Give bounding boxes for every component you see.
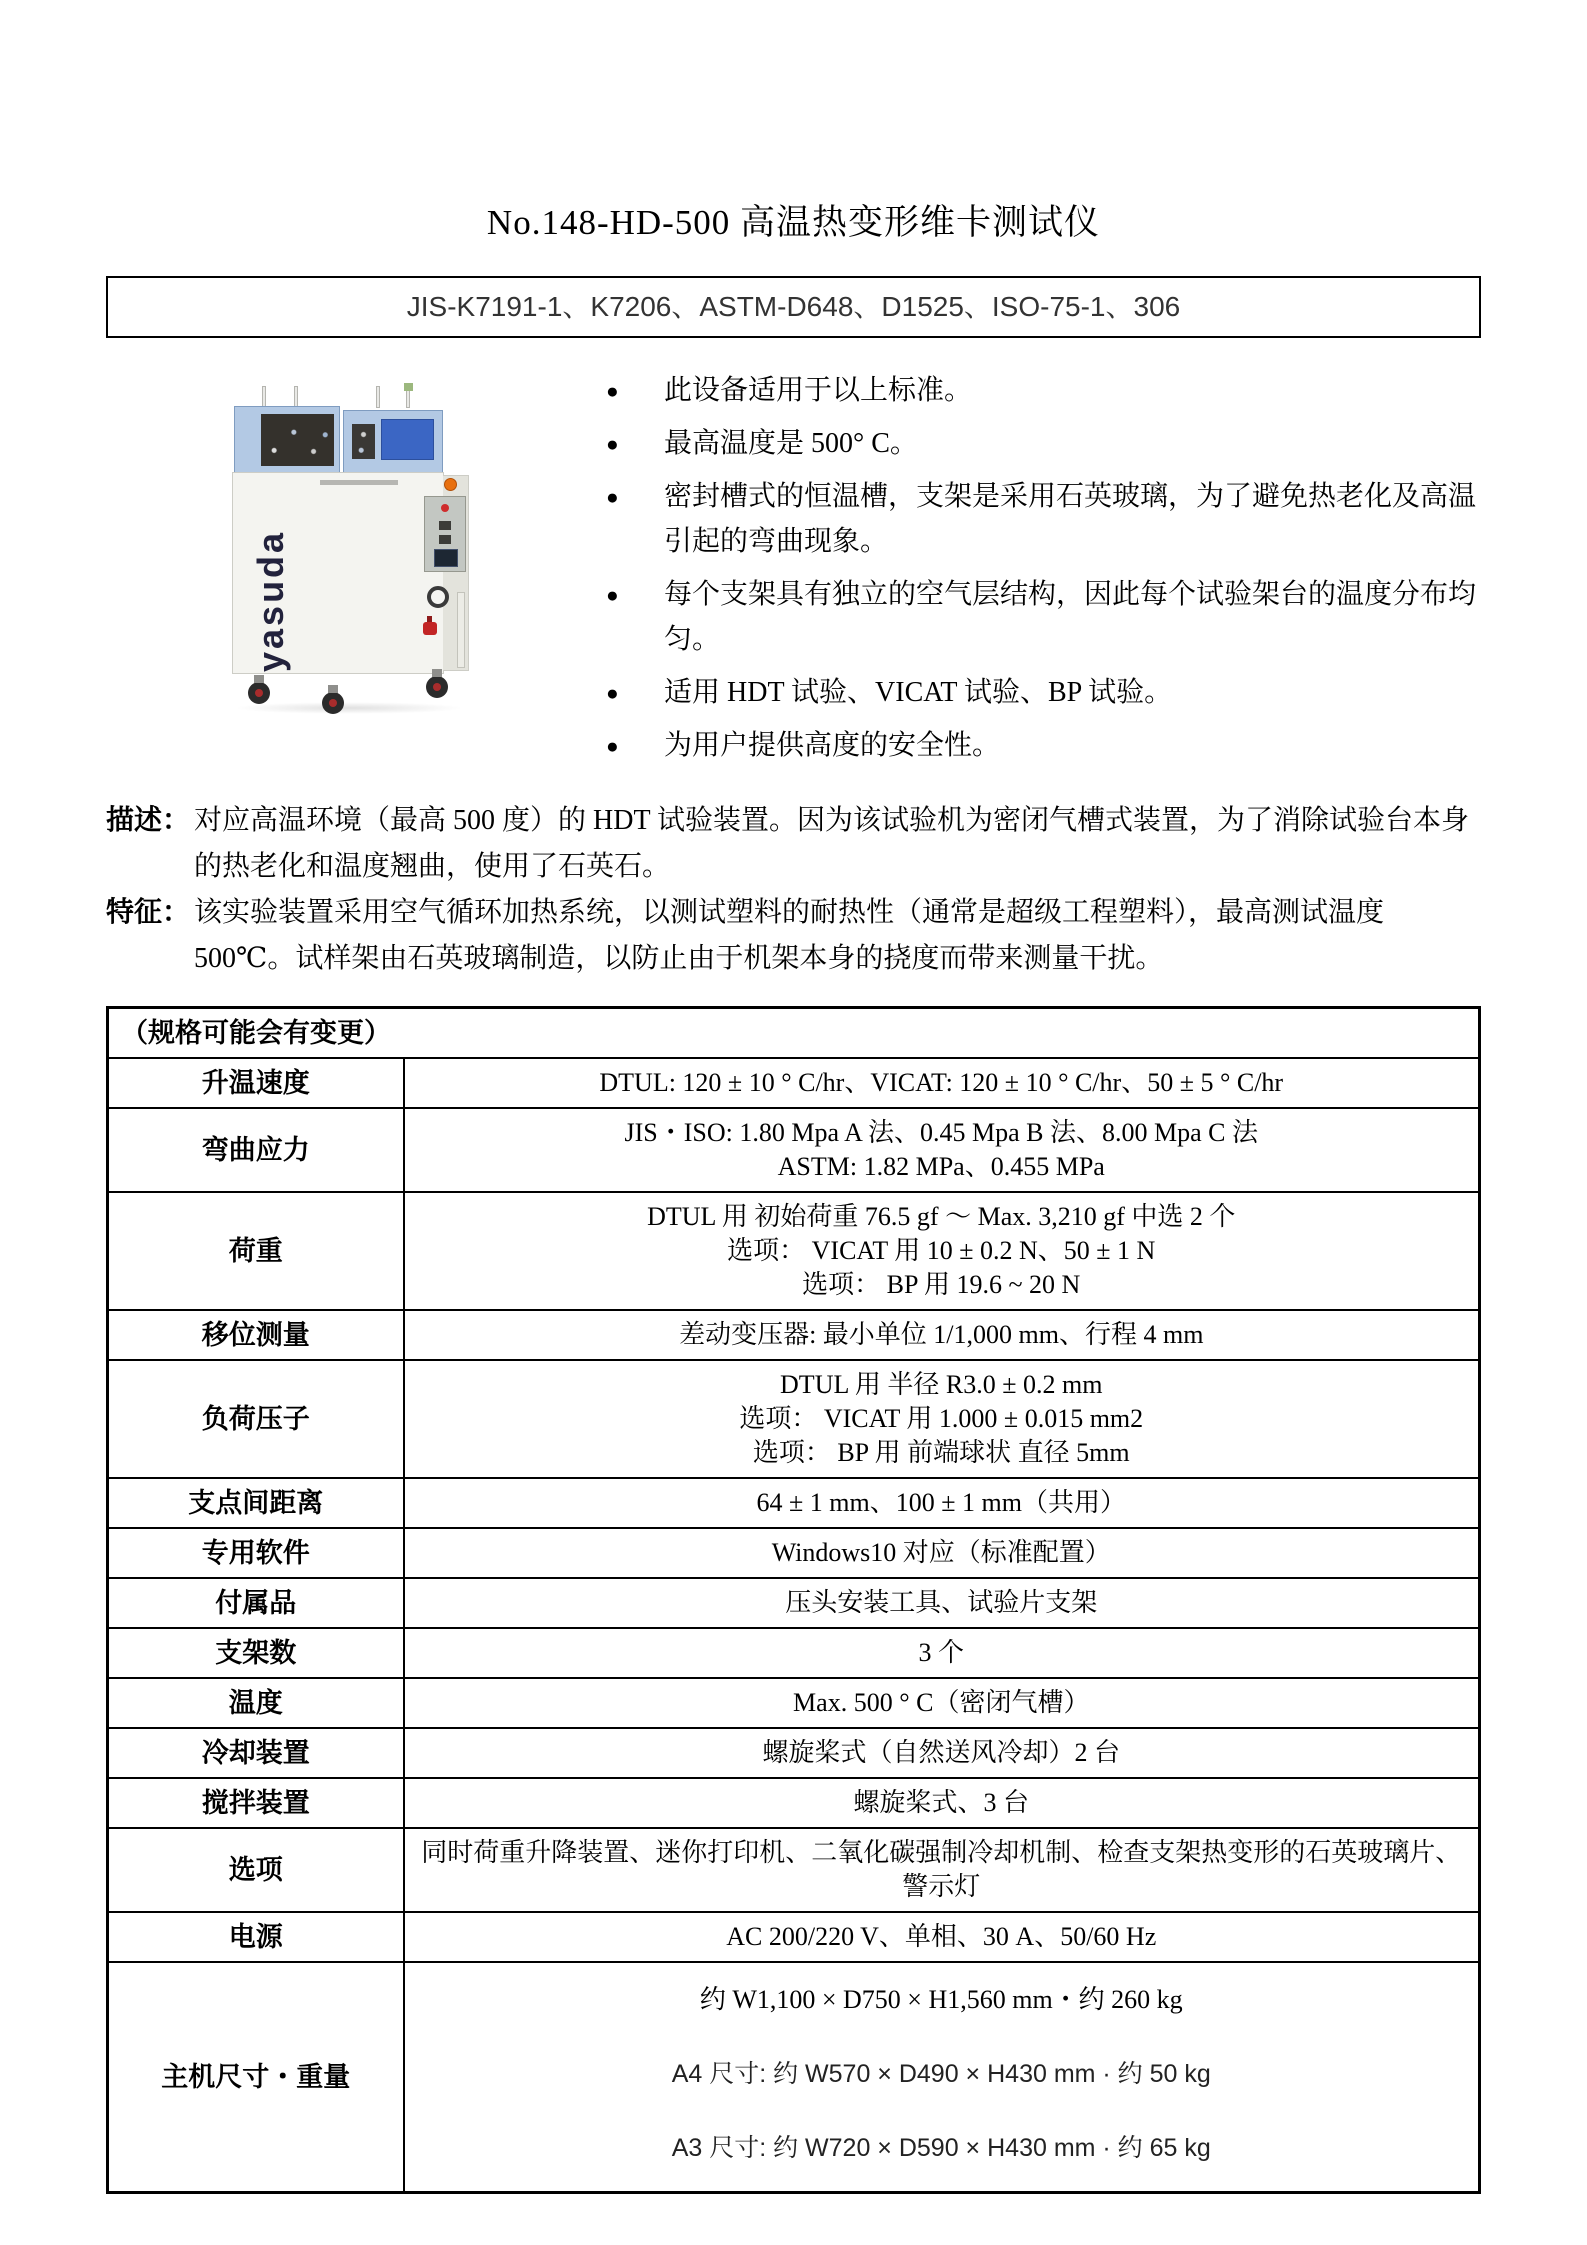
machine-power-button bbox=[444, 478, 457, 491]
spec-value bbox=[404, 1912, 1480, 1962]
spec-value bbox=[404, 1108, 1480, 1192]
spec-row bbox=[108, 1360, 1480, 1478]
characteristics-block bbox=[106, 890, 1481, 982]
spec-row bbox=[108, 1478, 1480, 1528]
spec-row bbox=[108, 1962, 1480, 2193]
indicator-light bbox=[441, 504, 449, 512]
spec-value bbox=[404, 1478, 1480, 1528]
spec-value-line: JIS・ISO: 1.80 Mpa A 法、0.45 Mpa B 法、8.00 Mpa C 法 bbox=[624, 1118, 1258, 1147]
machine-shadow bbox=[234, 702, 464, 714]
feature-bullet bbox=[606, 572, 1481, 662]
spec-label: 专用软件 bbox=[108, 1528, 404, 1578]
panel-key bbox=[439, 535, 451, 544]
spec-value bbox=[404, 1528, 1480, 1578]
bullet-icon: ● bbox=[606, 681, 619, 705]
spec-value-line: A4 尺寸: 约 W570 × D490 × H430 mm · 约 50 kg bbox=[671, 2060, 1211, 2088]
spec-label: 支架数 bbox=[108, 1628, 404, 1678]
spec-label: 温度 bbox=[108, 1678, 404, 1728]
spec-row bbox=[108, 1578, 1480, 1628]
spec-label: 升温速度 bbox=[108, 1058, 404, 1108]
machine-pipe bbox=[457, 592, 465, 668]
feature-text: 每个支架具有独立的空气层结构，因此每个试验架台的温度分布均匀。 bbox=[664, 579, 1477, 655]
spec-value-line: 约 W1,100 × D750 × H1,560 mm・约 260 kg bbox=[699, 1985, 1183, 2014]
standards-text: JIS-K7191-1、K7206、ASTM-D648、D1525、ISO-75-1、306 bbox=[406, 291, 1181, 322]
spec-row bbox=[108, 1628, 1480, 1678]
spec-value bbox=[404, 1962, 1480, 2193]
description-text: 对应高温环境（最高 500 度）的 HDT 试验装置。因为该试验机为密闭气槽式装置，为了消除试验台本身的热老化和温度翘曲，使用了石英石。 bbox=[194, 805, 1470, 882]
spec-row bbox=[108, 1678, 1480, 1728]
feature-text: 密封槽式的恒温槽，支架是采用石英玻璃，为了避免热老化及高温引起的弯曲现象。 bbox=[664, 481, 1477, 557]
spec-label: 电源 bbox=[108, 1912, 404, 1962]
characteristics-text: 该实验装置采用空气循环加热系统，以测试塑料的耐热性（通常是超级工程塑料），最高测试温度 500℃。试样架由石英玻璃制造，以防止由于机架本身的挠度而带来测量干扰。 bbox=[194, 897, 1385, 974]
spec-value-line: Windows10 对应（标准配置） bbox=[771, 1538, 1111, 1567]
description-label: 描述： bbox=[106, 805, 191, 836]
machine-top-unit-left bbox=[234, 406, 340, 476]
feature-bullet bbox=[606, 670, 1481, 715]
spec-row bbox=[108, 1310, 1480, 1360]
spec-value-line: 选项： VICAT 用 1.000 ± 0.015 mm2 bbox=[739, 1404, 1144, 1433]
machine-rod bbox=[376, 386, 380, 408]
spec-value-line: DTUL: 120 ± 10 ° C/hr、VICAT: 120 ± 10 ° C/hr、50 ± 5 ° C/hr bbox=[599, 1068, 1284, 1097]
feature-bullet bbox=[606, 421, 1481, 466]
spec-label: 移位测量 bbox=[108, 1310, 404, 1360]
feature-bullet bbox=[606, 368, 1481, 413]
bullet-icon: ● bbox=[606, 379, 619, 403]
product-image bbox=[144, 364, 514, 722]
spec-value bbox=[404, 1778, 1480, 1828]
spec-label: 选项 bbox=[108, 1828, 404, 1912]
spec-value bbox=[404, 1578, 1480, 1628]
spec-table-body bbox=[108, 1008, 1480, 2193]
feature-list bbox=[606, 368, 1481, 776]
spec-value-line: 选项： VICAT 用 10 ± 0.2 N、50 ± 1 N bbox=[727, 1236, 1156, 1265]
feature-bullet bbox=[606, 474, 1481, 564]
spec-value-line: 3 个 bbox=[918, 1638, 964, 1667]
feature-text: 适用 HDT 试验、VICAT 试验、BP 试验。 bbox=[664, 677, 1173, 708]
spec-value bbox=[404, 1310, 1480, 1360]
bullet-icon: ● bbox=[606, 485, 619, 509]
spec-value-line: 选项： BP 用 前端球状 直径 5mm bbox=[752, 1438, 1130, 1467]
spec-label: 搅拌装置 bbox=[108, 1778, 404, 1828]
machine-nameplate bbox=[320, 480, 398, 485]
machine-rod bbox=[406, 390, 410, 408]
machine-control-panel bbox=[424, 496, 466, 572]
spec-label: 荷重 bbox=[108, 1192, 404, 1310]
spec-value-line: ASTM: 1.82 MPa、0.455 MPa bbox=[777, 1152, 1105, 1181]
spec-label: 负荷压子 bbox=[108, 1360, 404, 1478]
spec-value bbox=[404, 1728, 1480, 1778]
spec-row bbox=[108, 1778, 1480, 1828]
spec-value-line: A3 尺寸: 约 W720 × D590 × H430 mm · 约 65 kg bbox=[671, 2134, 1211, 2162]
spec-row bbox=[108, 1528, 1480, 1578]
pressure-gauge bbox=[427, 586, 449, 608]
feature-text: 为用户提供高度的安全性。 bbox=[664, 730, 1001, 761]
spec-value-line: 螺旋桨式、3 台 bbox=[853, 1788, 1029, 1817]
page-title: No.148-HD-500 高温热变形维卡测试仪 bbox=[486, 203, 1101, 242]
intro-section bbox=[106, 364, 1481, 776]
machine-top-unit-right bbox=[343, 410, 443, 476]
spec-label: 弯曲应力 bbox=[108, 1108, 404, 1192]
machine-mechanism bbox=[261, 414, 334, 466]
yasuda-logo: yasuda bbox=[250, 529, 291, 672]
spec-value-line: DTUL 用 初始荷重 76.5 gf ～ Max. 3,210 gf 中选 2 个 bbox=[647, 1202, 1236, 1231]
caster-wheel bbox=[426, 676, 448, 698]
spec-row bbox=[108, 1108, 1480, 1192]
spec-value-line: 同时荷重升降装置、迷你打印机、二氧化碳强制冷却机制、检查支架热变形的石英玻璃片、警示灯 bbox=[421, 1838, 1462, 1901]
machine-rod bbox=[262, 386, 266, 408]
machine-screen bbox=[381, 419, 434, 460]
bullet-icon: ● bbox=[606, 734, 619, 758]
panel-display bbox=[434, 549, 458, 567]
spec-value bbox=[404, 1192, 1480, 1310]
spec-value bbox=[404, 1828, 1480, 1912]
feature-text: 最高温度是 500° C。 bbox=[664, 428, 918, 459]
spec-value-line: 64 ± 1 mm、100 ± 1 mm（共用） bbox=[756, 1488, 1126, 1517]
spec-value-line: 压头安装工具、试验片支架 bbox=[785, 1588, 1098, 1617]
spec-value bbox=[404, 1058, 1480, 1108]
caster-wheel bbox=[248, 682, 270, 704]
feature-text: 此设备适用于以上标准。 bbox=[664, 375, 973, 406]
spec-table bbox=[106, 1006, 1481, 2194]
spec-value bbox=[404, 1678, 1480, 1728]
bullet-icon: ● bbox=[606, 432, 619, 456]
spec-value-line: AC 200/220 V、单相、30 A、50/60 Hz bbox=[726, 1922, 1157, 1951]
spec-value-line: 差动变压器: 最小单位 1/1,000 mm、行程 4 mm bbox=[679, 1320, 1204, 1349]
spec-value bbox=[404, 1360, 1480, 1478]
spec-row bbox=[108, 1728, 1480, 1778]
spec-row bbox=[108, 1828, 1480, 1912]
spec-label: 支点间距离 bbox=[108, 1478, 404, 1528]
description-block bbox=[106, 798, 1481, 890]
panel-key bbox=[439, 521, 451, 530]
spec-note-row bbox=[108, 1008, 1480, 1059]
standards-box bbox=[106, 276, 1481, 338]
spec-value-line: 选项： BP 用 19.6 ~ 20 N bbox=[802, 1270, 1081, 1299]
spec-value bbox=[404, 1628, 1480, 1678]
spec-label: 主机尺寸・重量 bbox=[108, 1962, 404, 2193]
valve-handle bbox=[423, 622, 437, 635]
spec-row bbox=[108, 1192, 1480, 1310]
spec-label: 冷却装置 bbox=[108, 1728, 404, 1778]
characteristics-label: 特征： bbox=[106, 897, 191, 928]
spec-value-line: DTUL 用 半径 R3.0 ± 0.2 mm bbox=[780, 1370, 1103, 1399]
spec-label: 付属品 bbox=[108, 1578, 404, 1628]
machine-rod bbox=[294, 386, 298, 408]
spec-row bbox=[108, 1058, 1480, 1108]
spec-value-line: Max. 500 ° C（密闭气槽） bbox=[793, 1688, 1090, 1717]
spec-row bbox=[108, 1912, 1480, 1962]
caster-wheel bbox=[322, 692, 344, 714]
feature-bullet bbox=[606, 723, 1481, 768]
spec-note: （规格可能会有变更） bbox=[108, 1008, 1480, 1059]
bullet-icon: ● bbox=[606, 583, 619, 607]
machine-mechanism bbox=[352, 424, 376, 459]
description-section bbox=[106, 798, 1481, 982]
spec-value-line: 螺旋桨式（自然送风冷却）2 台 bbox=[762, 1738, 1120, 1767]
